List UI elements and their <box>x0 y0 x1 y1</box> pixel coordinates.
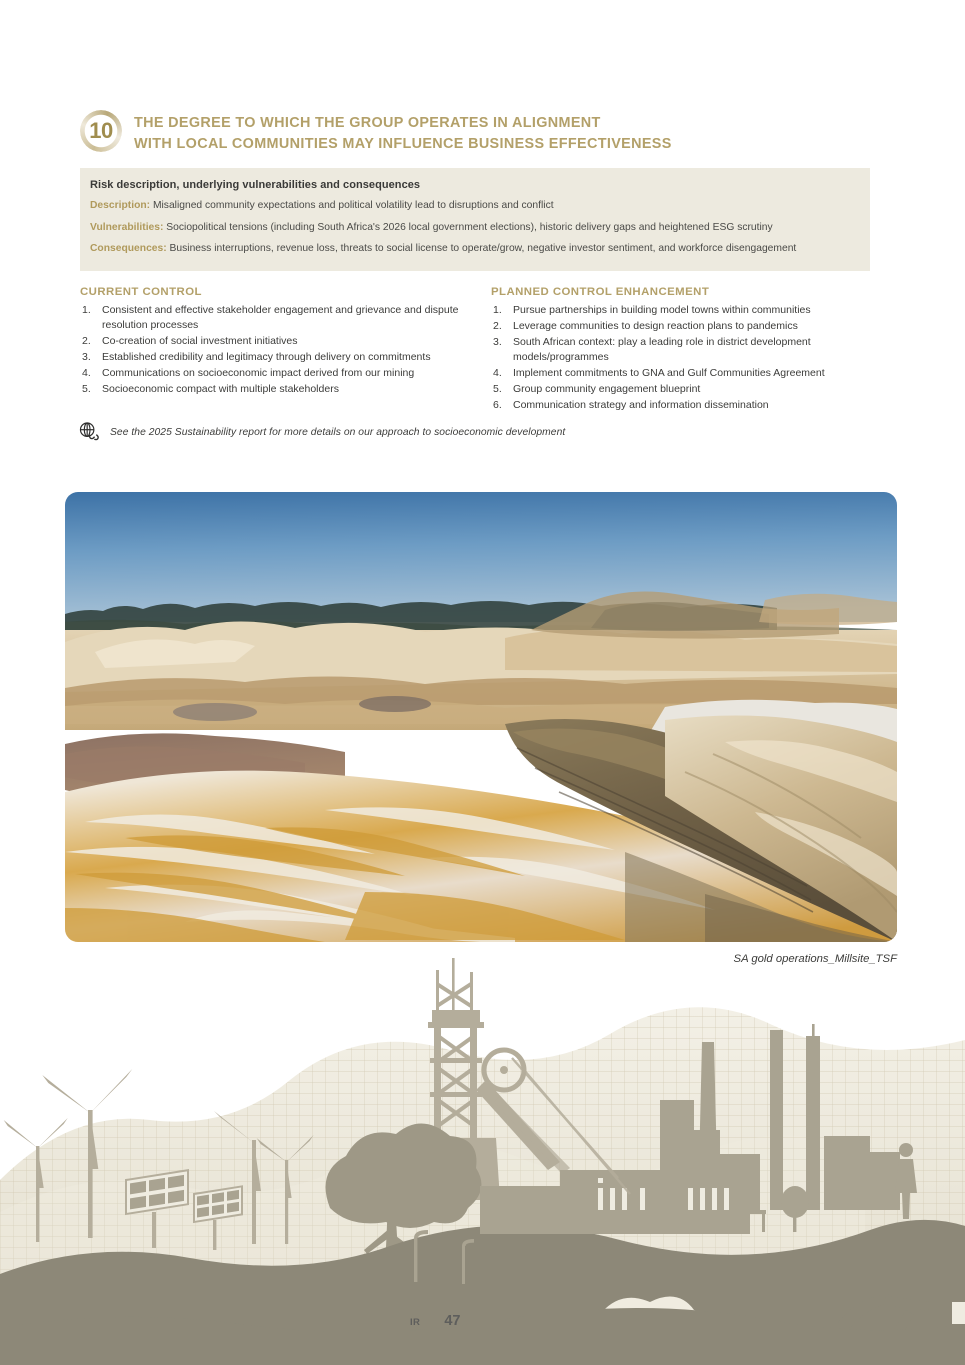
section-number-badge <box>80 110 122 152</box>
footnote <box>78 421 565 443</box>
page-footer <box>410 1313 460 1329</box>
title-line-1: THE DEGREE TO WHICH THE GROUP OPERATES IN ALIGNMENT <box>134 115 601 131</box>
section-header <box>80 110 880 155</box>
planned-control-list <box>491 303 880 413</box>
list-item: Consistent and effective stakeholder engagement and grievance and dispute resolution processes <box>102 304 459 331</box>
mine-photo <box>65 492 897 942</box>
description-label: Description: <box>90 200 151 211</box>
controls-section <box>80 286 880 414</box>
list-item: Established credibility and legitimacy through delivery on commitments <box>102 351 431 363</box>
risk-consequences-row <box>90 242 856 257</box>
current-control-heading: CURRENT CONTROL <box>80 286 202 298</box>
list-item: Pursue partnerships in building model towns within communities <box>513 304 811 316</box>
list-item: Communications on socioeconomic impact derived from our mining <box>102 367 415 379</box>
globe-link-icon <box>78 421 100 443</box>
current-control-list <box>80 303 469 397</box>
consequences-label: Consequences: <box>90 243 167 255</box>
current-control-column <box>80 286 469 414</box>
risk-box-heading: Risk description, underlying vulnerabilities and consequences <box>90 179 421 191</box>
title-line-2: WITH LOCAL COMMUNITIES MAY INFLUENCE BUSINESS EFFECTIVENESS <box>134 136 672 153</box>
photo-caption: SA gold operations_Millsite_TSF <box>733 953 897 965</box>
list-item: Group community engagement blueprint <box>513 383 701 395</box>
risk-description-row <box>90 199 856 214</box>
report-label: IR <box>410 1317 421 1328</box>
description-text: Misaligned community expectations and political volatility lead to disruptions and conflict <box>150 200 554 211</box>
list-item: Co-creation of social investment initiatives <box>102 335 298 347</box>
footnote-text: See the 2025 Sustainability report for more details on our approach to socioeconomic development <box>110 426 566 438</box>
vulnerabilities-text: Sociopolitical tensions (including South Africa's 2026 local government elections), historic delivery gaps and heightened ESG scrutiny <box>163 221 773 233</box>
vulnerabilities-label: Vulnerabilities: <box>90 221 164 233</box>
decorative-footer-illustration <box>0 950 965 1365</box>
page-number: 47 <box>444 1313 461 1329</box>
page-title <box>134 110 672 155</box>
list-item: Socioeconomic compact with multiple stakeholders <box>102 383 339 395</box>
list-item: Leverage communities to design reaction plans to pandemics <box>513 320 798 332</box>
list-item: Implement commitments to GNA and Gulf Communities Agreement <box>513 367 825 379</box>
section-number: 10 <box>89 118 113 143</box>
risk-vulnerabilities-row <box>90 221 856 236</box>
planned-control-heading: PLANNED CONTROL ENHANCEMENT <box>491 286 710 298</box>
risk-description-box <box>80 168 870 271</box>
consequences-text: Business interruptions, revenue loss, threats to social license to operate/grow, negative investor sentiment, and workforce disengagement <box>166 243 797 255</box>
list-item: Communication strategy and information dissemination <box>513 399 769 411</box>
list-item: South African context: play a leading role in district development models/programmes <box>513 336 811 363</box>
planned-control-column <box>491 286 880 414</box>
